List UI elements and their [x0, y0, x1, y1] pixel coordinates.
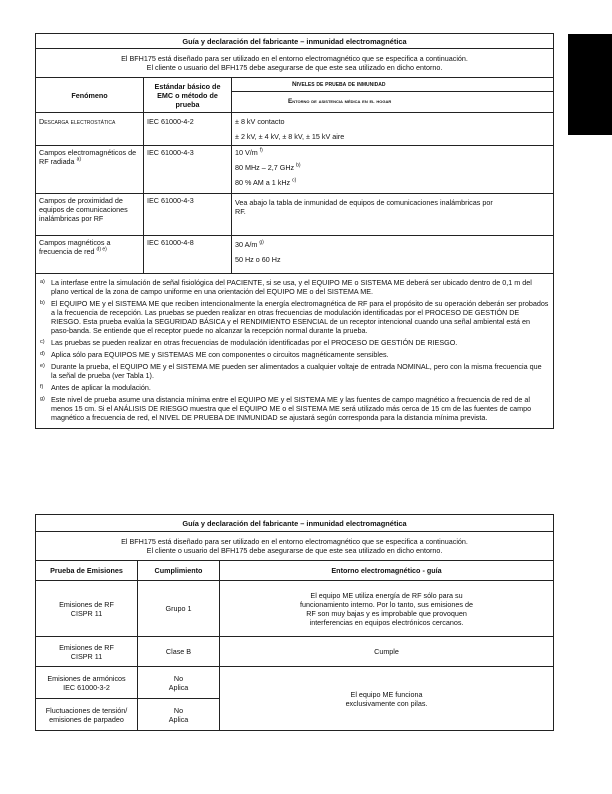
- emissions-intro: [36, 532, 554, 561]
- emission-environment-battery: El equipo ME funciona exclusivamente con pilas.: [220, 667, 554, 731]
- intro-line-1: El BFH175 está diseñado para ser utilizado en el entorno electromagnético que se especifica a continuación.: [121, 54, 468, 63]
- rf-phenomenon-sup: a): [76, 156, 82, 163]
- row-magnetic-standard: IEC 61000-4-8: [144, 236, 232, 274]
- rf-phenomenon-text: Campos electromagnéticos de RF radiada: [39, 148, 137, 166]
- emission-row-rf-group: Emisiones de RF CISPR 11: [36, 581, 138, 637]
- rf-level-modulation-sup: c): [292, 177, 297, 184]
- magnetic-phenomenon-text: Campos magnéticos a frecuencia de red: [39, 238, 111, 256]
- header-emission-test: Prueba de Emisiones: [36, 561, 138, 581]
- rf-level-strength-sup: f): [259, 147, 263, 154]
- header-phenomenon: Fenómeno: [36, 78, 144, 113]
- note-g: g) Este nivel de prueba asume una distancia mínima entre el EQUIPO ME y el SISTEMA ME y las fuentes de campo magnético a frecuencia de red de al menos 15 cm. Si el ANÁLISIS DE RIESGO muestra que el EQUIPO ME o el SISTEMA ME será utilizado más cerca de 15 cm de las fuentes de campo magnético a frecuencia de red, el NIVEL DE PRUEBA DE INMUNIDAD se ajustará según corresponda para la distancia mínima prevista.: [40, 395, 532, 422]
- note-b: b) El EQUIPO ME y el SISTEMA ME que reciben intencionalmente la energía electromagnética de RF para el propósito de su operación deberán ser probados a la frecuencia de recepción. Las pruebas se pueden realizar en otras frecuencias de modulación identificadas por el PROCESO DE GESTIÓN DE RIESGO. Esta prueba evalúa la SEGURIDAD BÁSICA y el RENDIMIENTO ESENCIAL de un receptor intencional cuando una señal ambiental está en paso-banda. Se entiende que el receptor puede no alcanzar la recepción normal durante la prueba.: [40, 299, 549, 335]
- rf-level-range: 80 MHz – 2,7 GHz: [235, 163, 295, 172]
- emissions-table: [35, 514, 554, 731]
- emission-environment-classb: Cumple: [220, 637, 554, 667]
- row-magnetic-levels: [232, 236, 554, 274]
- row-rf-standard: IEC 61000-4-3: [144, 146, 232, 194]
- magnetic-level-strength: 30 A/m: [235, 240, 258, 249]
- emission-compliance-group1: Grupo 1: [138, 581, 220, 637]
- magnetic-level-frequency: 50 Hz o 60 Hz: [235, 255, 281, 264]
- emissions-intro-line-2: El cliente o usuario del BFH175 debe asegurarse de que este sea utilizado en dicho entorno.: [146, 546, 443, 555]
- emission-environment-rf: El equipo ME utiliza energía de RF sólo para su funcionamiento interno. Por lo tanto, sus emisiones de RF son muy bajas y es improbable que provoquen interferencias en equipos electrónicos cercanos.: [220, 581, 554, 637]
- note-f: f) Antes de aplicar la modulación.: [40, 383, 151, 392]
- row-proximity-phenomenon: Campos de proximidad de equipos de comunicaciones inalámbricas por RF: [36, 194, 144, 236]
- header-environment: Entorno de asistencia médica en el hogar: [232, 92, 554, 113]
- magnetic-phenomenon-sup: d) e): [96, 246, 107, 253]
- row-magnetic-phenomenon: [36, 236, 144, 274]
- row-rf-phenomenon: [36, 146, 144, 194]
- row-esd-standard: IEC 61000-4-2: [144, 113, 232, 146]
- esd-level-contact: ± 8 kV contacto: [235, 117, 285, 126]
- note-c: c) Las pruebas se pueden realizar en otras frecuencias de modulación identificadas por el PROCESO DE GESTIÓN DE RIESGO.: [40, 338, 458, 347]
- immunity-notes: [36, 274, 554, 429]
- row-rf-levels: [232, 146, 554, 194]
- section-tab-marker: [568, 34, 612, 135]
- row-esd-levels: [232, 113, 554, 146]
- header-standard: Estándar básico de EMC o método de prueba: [144, 78, 232, 113]
- emission-compliance-flicker: No Aplica: [138, 699, 220, 731]
- emissions-intro-line-1: El BFH175 está diseñado para ser utilizado en el entorno electromagnético que se especifica a continuación.: [121, 537, 468, 546]
- emission-compliance-classb: Clase B: [138, 637, 220, 667]
- emission-row-harmonics: Emisiones de armónicos IEC 61000-3-2: [36, 667, 138, 699]
- note-a: a) La interfase entre la simulación de señal fisiológica del PACIENTE, si se usa, y el EQUIPO ME o SISTEMA ME deberá ser ubicado dentro de 0,1 m del plano vertical de la zona de campo uniforme en una orientación del EQUIPO ME o del SISTEMA ME.: [40, 278, 532, 296]
- intro-line-2: El cliente o usuario del BFH175 debe asegurarse de que este sea utilizado en dicho entorno.: [146, 63, 443, 72]
- esd-level-air: ± 2 kV, ± 4 kV, ± 8 kV, ± 15 kV aire: [235, 132, 345, 141]
- emissions-title: Guía y declaración del fabricante – inmunidad electromagnética: [36, 515, 554, 532]
- row-proximity-levels: Vea abajo la tabla de inmunidad de equipos de comunicaciones inalámbricas por RF.: [232, 194, 554, 236]
- emission-compliance-harmonics: No Aplica: [138, 667, 220, 699]
- magnetic-level-sup: g): [259, 239, 264, 246]
- header-emission-environment: Entorno electromagnético - guía: [220, 561, 554, 581]
- row-esd-phenomenon: Descarga electrostática: [36, 113, 144, 146]
- immunity-title: Guía y declaración del fabricante – inmunidad electromagnética: [36, 34, 554, 49]
- header-compliance: Cumplimiento: [138, 561, 220, 581]
- immunity-intro: [36, 49, 554, 78]
- emission-row-rf-class: Emisiones de RF CISPR 11: [36, 637, 138, 667]
- note-e: e) Durante la prueba, el EQUIPO ME y el SISTEMA ME pueden ser alimentados a cualquier voltaje de entrada NOMINAL, pero con la misma frecuencia que la señal de prueba (ver Tabla 1).: [40, 362, 542, 380]
- immunity-table: [35, 33, 554, 429]
- note-d: d) Aplica sólo para EQUIPOS ME y SISTEMAS ME con componentes o circuitos magnéticamente sensibles.: [40, 350, 389, 359]
- row-proximity-standard: IEC 61000-4-3: [144, 194, 232, 236]
- header-levels: Niveles de prueba de inmunidad: [232, 78, 554, 92]
- rf-level-strength: 10 V/m: [235, 148, 258, 157]
- rf-level-range-sup: b): [296, 162, 301, 169]
- emission-row-flicker: Fluctuaciones de tensión/ emisiones de parpadeo: [36, 699, 138, 731]
- rf-level-modulation: 80 % AM a 1 kHz: [235, 178, 291, 187]
